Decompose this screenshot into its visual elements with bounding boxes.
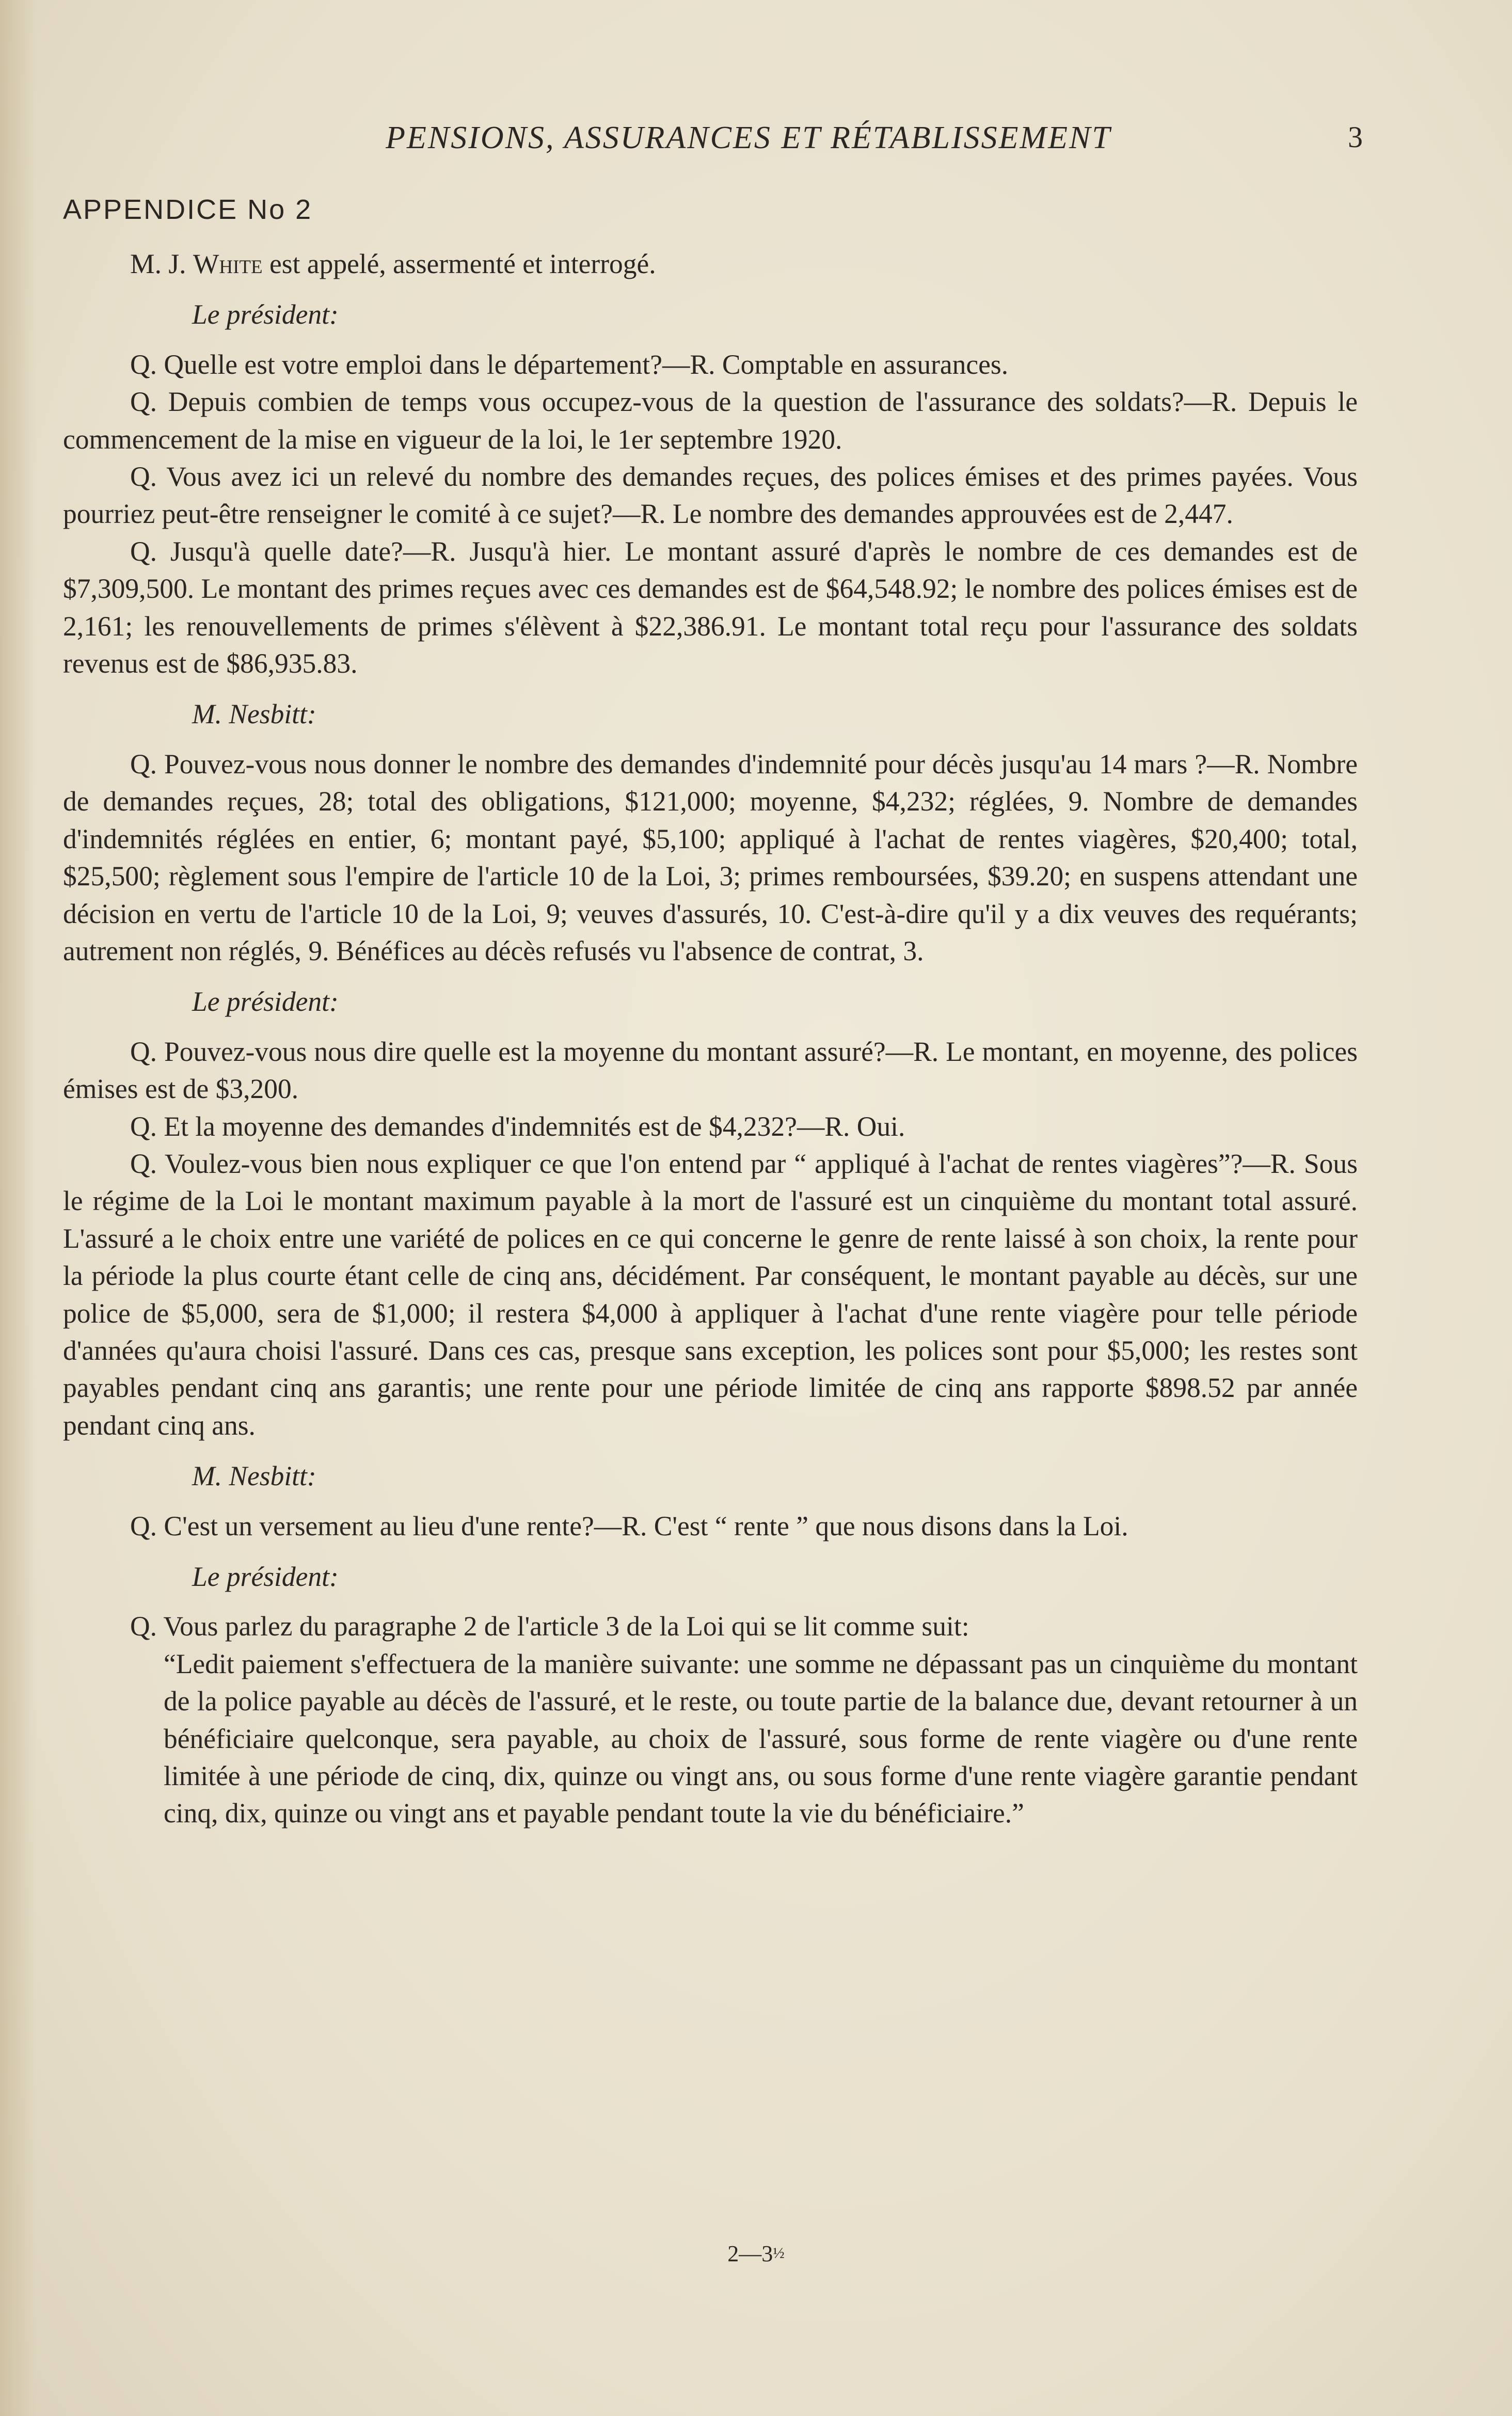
signature-fraction: ½ bbox=[773, 2245, 785, 2262]
paragraph: Q. Et la moyenne des demandes d'indemnités est de $4,232?—R. Oui. bbox=[130, 1110, 905, 1142]
signature-main: 2—3 bbox=[727, 2241, 773, 2266]
speaker-label: M. Nesbitt: bbox=[192, 698, 316, 730]
paragraph: Q. Pouvez-vous nous donner le nombre des demandes d'indemnité pour décès jusqu'au 14 mars ?—R. Nombre de demandes reçues, 28; total des obligations, $121,000; moyenne, $4,232; réglées, 9. Nombre de demandes d'indemnités réglées en entier, 6; montant payé, $5,100; appliqué à l'achat de rentes viagères, $20,400; total, $25,500; règlement sous l'empire de l'article 10 de la Loi, 3; primes remboursées, $39.20; en suspens attendant une décision en vertu de l'article 10 de la Loi, 9; veuves d'assurés, 10. C'est-à-dire qu'il y a dix veuves des requérants; autrement non réglés, 9. Bénéfices au décès refusés vu l'absence de contrat, 3. bbox=[63, 748, 1358, 966]
speaker-label: Le président: bbox=[192, 1561, 339, 1592]
paragraph: Q. Voulez-vous bien nous expliquer ce que l'on entend par “ appliqué à l'achat de rentes viagères”?—R. Sous le régime de la Loi le montant maximum payable à la mort de l'assuré est un cinquième du montant total assuré. L'assuré a le choix entre une variété de polices en ce qui concerne le genre de rente laissé à son choix, la rente pour la période la plus courte étant celle de cinq ans, décidément. Par conséquent, le montant payable au décès, sur une police de $5,000, sera de $1,000; il restera $4,000 à appliquer à l'achat d'une rente viagère pour telle période d'années qu'aura choisi l'assuré. Dans ces cas, presque sans exception, les polices sont pour $5,000; les restes sont payables pendant cinq ans garantis; une rente pour une période limitée de cinq ans rapporte $898.52 par année pendant cinq ans. bbox=[63, 1148, 1358, 1441]
paragraph: Q. Vous avez ici un relevé du nombre des demandes reçues, des polices émises et des primes payées. Vous pourriez peut-être renseigner le comité à ce sujet?—R. Le nombre des demandes approuvées est de 2,447. bbox=[63, 461, 1358, 530]
paragraph: Q. Pouvez-vous nous dire quelle est la moyenne du montant assuré?—R. Le montant, en moyenne, des polices émises est de $3,200. bbox=[63, 1036, 1358, 1105]
speaker-label: M. Nesbitt: bbox=[192, 1460, 316, 1492]
page-number: 3 bbox=[1348, 120, 1363, 154]
witness-name: White bbox=[193, 248, 263, 279]
paragraph: Q. Quelle est votre emploi dans le département?—R. Comptable en assurances. bbox=[130, 348, 1009, 380]
appendix-label: APPENDICE No 2 bbox=[63, 194, 313, 225]
speaker-label: Le président: bbox=[192, 299, 339, 330]
witness-suffix: est appelé, assermenté et interrogé. bbox=[262, 248, 656, 279]
speaker-label: Le président: bbox=[192, 986, 339, 1018]
signature-mark bbox=[0, 2240, 1512, 2267]
running-title: PENSIONS, ASSURANCES ET RÉTABLISSEMENT bbox=[386, 120, 1111, 155]
paragraph: Q. Depuis combien de temps vous occupez-vous de la question de l'assurance des soldats?—R. Depuis le commencement de la mise en vigueur de la loi, le 1er septembre 1920. bbox=[63, 386, 1358, 455]
document-body bbox=[63, 245, 1358, 1832]
witness-prefix: M. J. bbox=[130, 248, 193, 279]
witness-intro bbox=[63, 245, 1358, 282]
running-header bbox=[62, 120, 1363, 161]
paragraph: Q. Jusqu'à quelle date?—R. Jusqu'à hier. Le montant assuré d'après le nombre de ces demandes est de $7,309,500. Le montant des primes reçues avec ces demandes est de $64,548.92; le nombre des polices émises est de 2,161; les renouvellements de primes s'élèvent à $22,386.91. Le montant total reçu pour l'assurance des soldats revenus est de $86,935.83. bbox=[63, 535, 1358, 679]
paragraph: Q. C'est un versement au lieu d'une rente?—R. C'est “ rente ” que nous disons dans la Loi. bbox=[130, 1510, 1128, 1541]
quoted-law-text: “Ledit paiement s'effectuera de la manière suivante: une somme ne dépassant pas un cinquième du montant de la police payable au décès de l'assuré, et le reste, ou toute partie de la balance due, devant retourner à un bénéficiaire quelconque, sera payable, au choix de l'assuré, sous forme de rente viagère ou d'une rente limitée à une période de cinq, dix, quinze ou vingt ans, ou sous forme d'une rente viagère garantie pendant cinq, dix, quinze ou vingt ans et payable pendant toute la vie du bénéficiaire.” bbox=[164, 1648, 1358, 1829]
paragraph: Q. Vous parlez du paragraphe 2 de l'article 3 de la Loi qui se lit comme suit: bbox=[130, 1611, 969, 1642]
page-binding-shadow bbox=[0, 0, 36, 2416]
